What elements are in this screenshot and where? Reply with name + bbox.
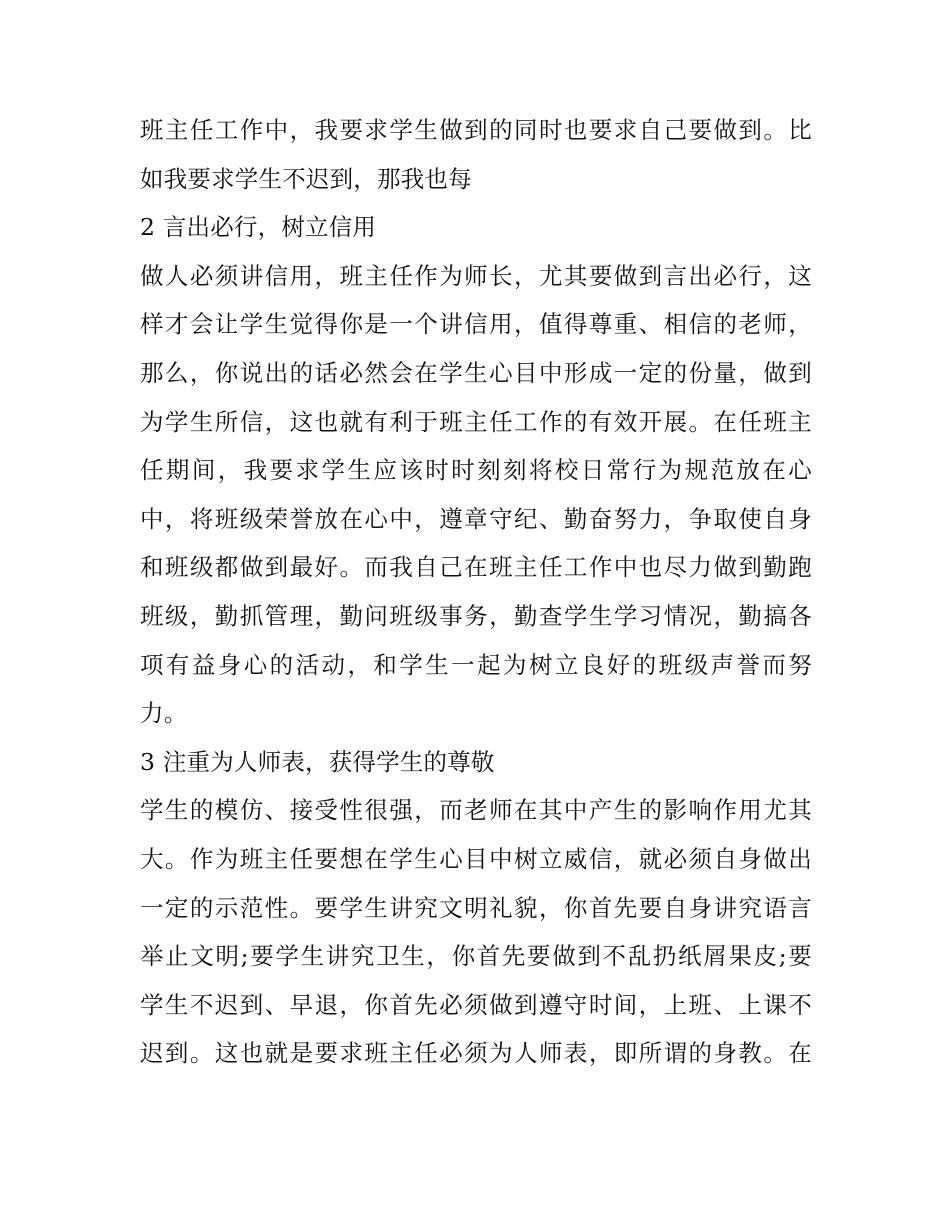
paragraph-line: 班级，勤抓管理，勤问班级事务，勤查学生学习情况，勤搞各 (140, 601, 812, 630)
paragraph-line: 举止文明;要学生讲究卫生，你首先要做到不乱扔纸屑果皮;要 (140, 942, 812, 971)
paragraph-line: 和班级都做到最好。而我自己在班主任工作中也尽力做到勤跑 (140, 553, 812, 582)
paragraph-line: 迟到。这也就是要求班主任必须为人师表，即所谓的身教。在 (140, 1039, 812, 1068)
paragraph-line: 一定的示范性。要学生讲究文明礼貌，你首先要自身讲究语言 (140, 893, 812, 922)
paragraph-line: 力。 (140, 699, 188, 728)
paragraph-line: 大。作为班主任要想在学生心目中树立威信，就必须自身做出 (140, 844, 812, 873)
paragraph-line: 班主任工作中，我要求学生做到的同时也要求自己要做到。比 (140, 116, 812, 144)
paragraph-line: 如我要求学生不迟到，那我也每 (140, 164, 472, 193)
paragraph-line: 中，将班级荣誉放在心中，遵章守纪、勤奋努力，争取使自身 (140, 504, 812, 533)
paragraph-line: 那么，你说出的话必然会在学生心目中形成一定的份量，做到 (140, 358, 812, 387)
section-heading: 2 言出必行，树立信用 (140, 213, 377, 242)
section-heading: 3 注重为人师表，获得学生的尊敬 (140, 747, 495, 776)
paragraph-line: 学生不迟到、早退，你首先必须做到遵守时间，上班、上课不 (140, 990, 812, 1019)
paragraph-line: 项有益身心的活动，和学生一起为树立良好的班级声誉而努 (140, 650, 812, 679)
paragraph-line: 任期间，我要求学生应该时时刻刻将校日常行为规范放在心 (140, 456, 812, 485)
paragraph-line: 为学生所信，这也就有利于班主任工作的有效开展。在任班主 (140, 407, 812, 436)
document-body (140, 106, 812, 1078)
paragraph-line: 学生的模仿、接受性很强，而老师在其中产生的影响作用尤其 (140, 796, 812, 825)
paragraph-line: 样才会让学生觉得你是一个讲信用，值得尊重、相信的老师， (140, 310, 812, 339)
paragraph-line: 做人必须讲信用，班主任作为师长，尤其要做到言出必行，这 (140, 261, 812, 290)
